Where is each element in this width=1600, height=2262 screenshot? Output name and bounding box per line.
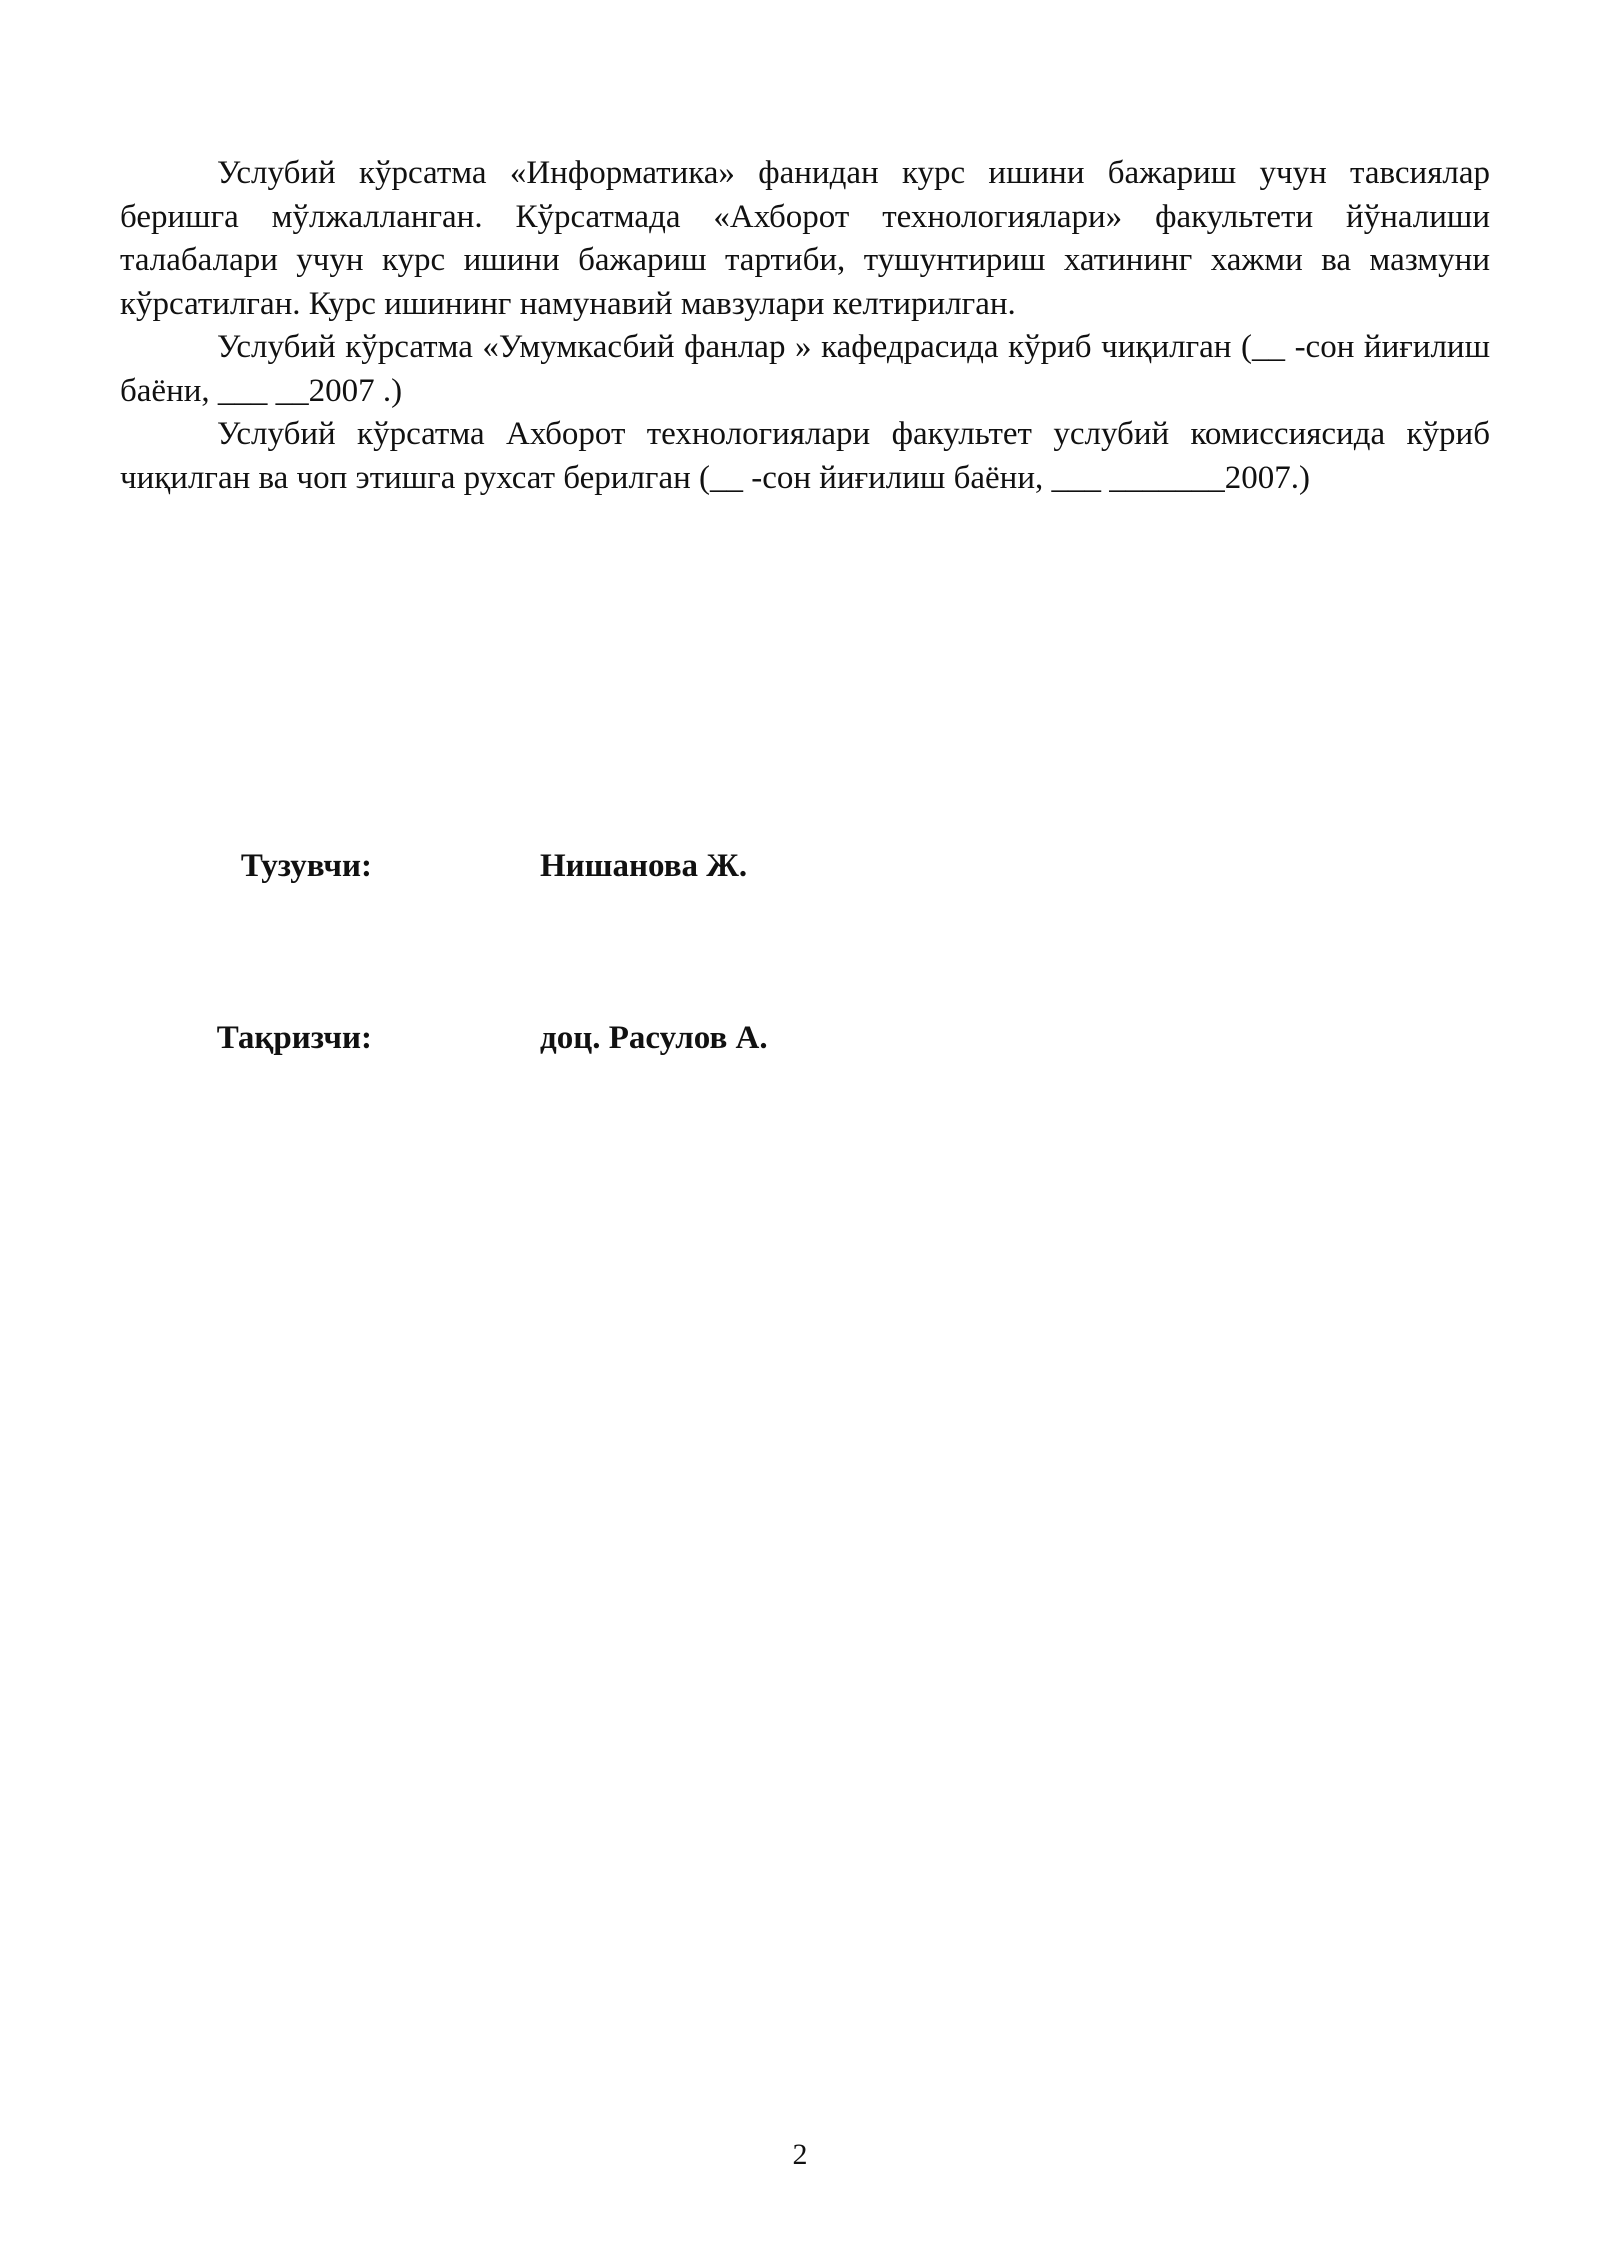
document-body: [120, 152, 1490, 500]
compiler-signature-row: [0, 848, 1600, 898]
reviewer-signature-row: [0, 1020, 1600, 1070]
paragraph-purpose: Услубий кўрсатма «Информатика» фанидан курс ишини бажариш учун тавсиялар беришга мўлжалланган. Кўрсатмада «Ахборот технологиялари» факультети йўналиши талабалари учун курс ишини бажариш тартиби, тушунтириш хатининг хажми ва мазмуни кўрсатилган. Курс ишининг намунавий мавзулари келтирилган.: [120, 155, 1490, 322]
reviewer-label: Тақризчи:: [216, 1020, 372, 1056]
page-number: 2: [792, 2138, 808, 2171]
paragraph-faculty-approval: Услубий кўрсатма Ахборот технологиялари факультет услубий комиссиясида кўриб чиқилган ва чоп этишга рухсат берилган (__ -сон йиғилиш баёни, ___ _______2007.): [120, 416, 1490, 496]
compiler-label: Тузувчи:: [240, 848, 372, 884]
paragraph-department-review: Услубий кўрсатма «Умумкасбий фанлар » кафедрасида кўриб чиқилган (__ -сон йиғилиш баёни, ___ __2007 .): [120, 329, 1490, 409]
compiler-name: Нишанова Ж.: [540, 848, 748, 884]
reviewer-name: доц. Расулов А.: [540, 1020, 768, 1056]
